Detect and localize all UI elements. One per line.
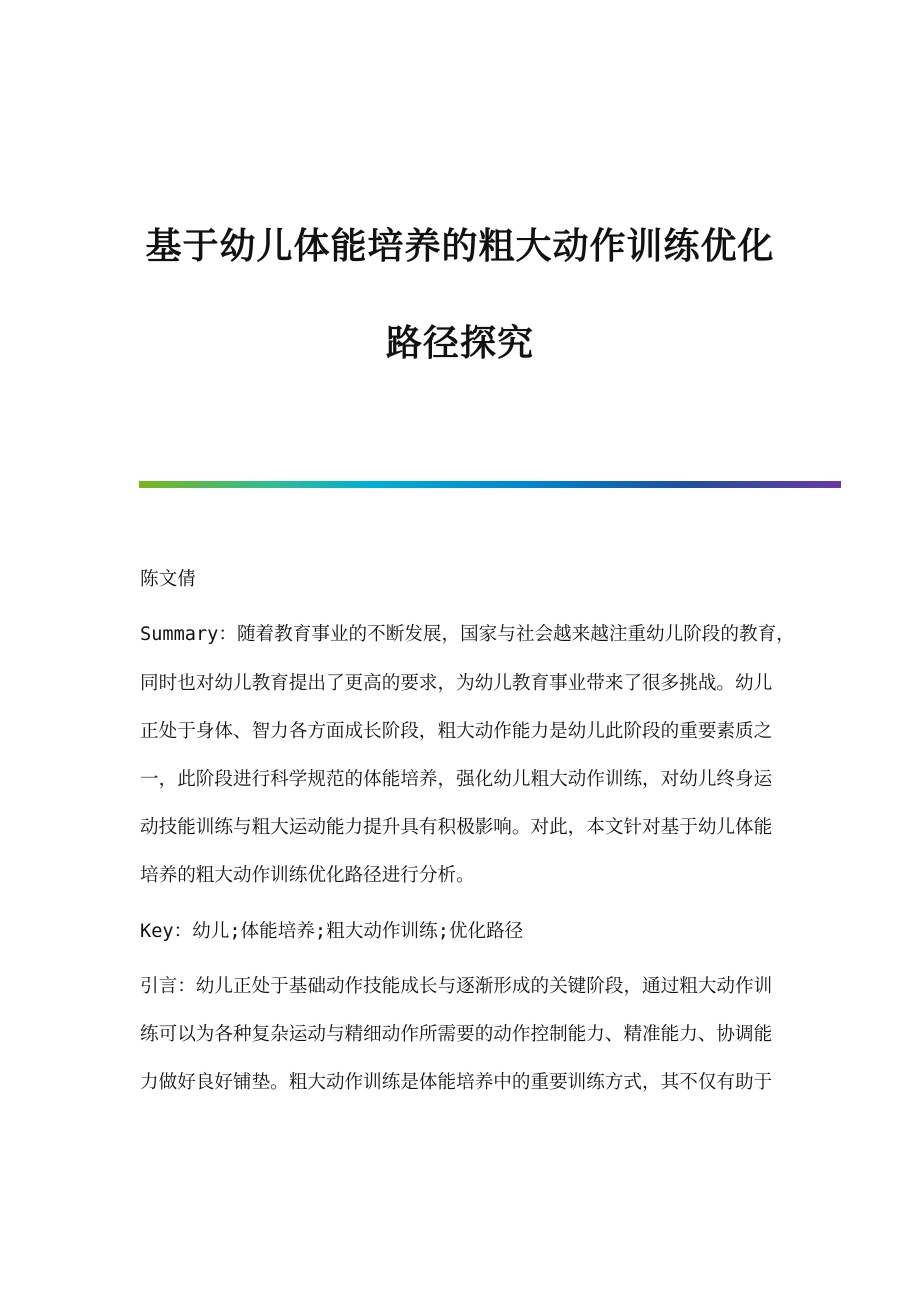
summary-line: 一，此阶段进行科学规范的体能培养，强化幼儿粗大动作训练，对幼儿终身运 bbox=[140, 769, 773, 790]
title-line-2: 路径探究 bbox=[385, 322, 534, 364]
summary-line: 同时也对幼儿教育提出了更高的要求，为幼儿教育事业带来了很多挑战。幼儿 bbox=[140, 673, 773, 694]
title-line-1: 基于幼儿体能培养的粗大动作训练优化 bbox=[145, 225, 775, 267]
summary-line: Summary：随着教育事业的不断发展，国家与社会越来越注重幼儿阶段的教育， bbox=[140, 624, 795, 645]
summary-line: 培养的粗大动作训练优化路径进行分析。 bbox=[140, 865, 475, 886]
summary-line: 动技能训练与粗大运动能力提升具有积极影响。对此，本文针对基于幼儿体能 bbox=[140, 817, 773, 838]
keywords: Key：幼儿;体能培养;粗大动作训练;优化路径 bbox=[140, 921, 524, 942]
intro-line: 力做好良好铺垫。粗大动作训练是体能培养中的重要训练方式，其不仅有助于 bbox=[140, 1072, 773, 1093]
summary-line: 正处于身体、智力各方面成长阶段，粗大动作能力是幼儿此阶段的重要素质之 bbox=[140, 721, 773, 742]
author: 陈文倩 bbox=[140, 569, 196, 590]
intro-line: 练可以为各种复杂运动与精细动作所需要的动作控制能力、精准能力、协调能 bbox=[140, 1024, 773, 1045]
gradient-divider bbox=[139, 481, 841, 488]
intro-line: 引言：幼儿正处于基础动作技能成长与逐渐形成的关键阶段，通过粗大动作训 bbox=[140, 976, 773, 997]
